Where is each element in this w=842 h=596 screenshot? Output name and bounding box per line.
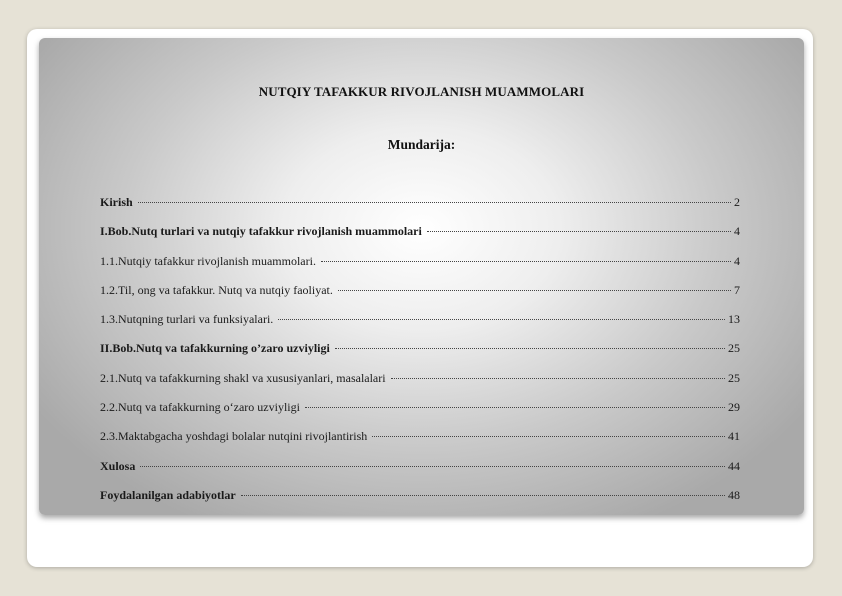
- toc-entry-label: 1.3.Nutqning turlari va funksiyalari.: [100, 312, 274, 327]
- toc-dot-leader: [278, 318, 725, 320]
- toc-entry-page-number: 44: [728, 458, 740, 473]
- toc-entry-label: 2.3.Maktabgacha yoshdagi bolalar nutqini rivojlantirish: [100, 429, 368, 444]
- toc-entry-page-number: 29: [728, 400, 740, 415]
- toc-entry: [100, 488, 740, 517]
- toc-entry: [100, 283, 740, 312]
- toc-entry-label: 1.1.Nutqiy tafakkur rivojlanish muammolari.: [100, 253, 316, 268]
- toc-entry: [100, 341, 740, 370]
- toc-entry-page-number: 13: [728, 312, 740, 327]
- toc-entry-page-number: 7: [734, 282, 740, 297]
- toc-entry-page-number: 4: [734, 253, 740, 268]
- toc-dot-leader: [338, 289, 731, 291]
- toc-dot-leader: [335, 347, 725, 349]
- toc-entry-page-number: 4: [734, 224, 740, 239]
- document-title: NUTQIY TAFAKKUR RIVOJLANISH MUAMMOLARI: [258, 84, 585, 99]
- toc-dot-leader: [321, 260, 731, 262]
- toc-heading: Mundarija:: [387, 137, 456, 152]
- toc-entry-label: Xulosa: [100, 458, 136, 473]
- toc-entry-label: 1.2.Til, ong va tafakkur. Nutq va nutqiy faoliyat.: [100, 282, 333, 297]
- toc-entry: [100, 371, 740, 400]
- toc-entry-label: Kirish: [100, 195, 133, 209]
- toc-entry-label: Foydalanilgan adabiyotlar: [100, 487, 236, 502]
- toc-dot-leader: [138, 201, 731, 203]
- toc-dot-leader: [305, 406, 725, 408]
- toc-entry-page-number: 2: [734, 195, 740, 209]
- toc-entry: [100, 254, 740, 283]
- toc-dot-leader: [427, 230, 731, 232]
- toc-entry: [100, 400, 740, 429]
- toc-entry-label: 2.1.Nutq va tafakkurning shakl va xususiyanlari, masalalari: [100, 370, 386, 385]
- toc-entry: [100, 429, 740, 458]
- toc-entry-page-number: 41: [728, 429, 740, 444]
- table-of-contents: [100, 195, 740, 517]
- toc-dot-leader: [372, 435, 725, 437]
- toc-entry-label: II.Bob.Nutq va tafakkurning o’zaro uzviyligi: [100, 341, 330, 356]
- toc-entry-page-number: 25: [728, 341, 740, 356]
- toc-entry-label: 2.2.Nutq va tafakkurning o‘zaro uzviyligi: [100, 400, 300, 415]
- toc-dot-leader: [391, 377, 725, 379]
- toc-dot-leader: [241, 494, 725, 496]
- toc-entry: [100, 312, 740, 341]
- toc-entry-page-number: 48: [728, 487, 740, 502]
- toc-entry: [100, 224, 740, 253]
- toc-entry: [100, 459, 740, 488]
- toc-entry: [100, 195, 740, 224]
- toc-dot-leader: [140, 465, 725, 467]
- toc-entry-page-number: 25: [728, 370, 740, 385]
- toc-entry-label: I.Bob.Nutq turlari va nutqiy tafakkur rivojlanish muammolari: [100, 224, 422, 239]
